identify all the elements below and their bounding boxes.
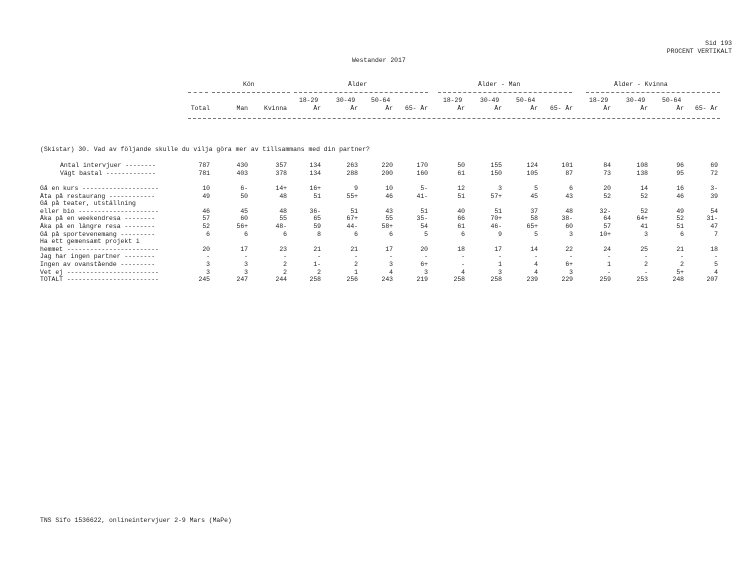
table-cell: 44- xyxy=(346,223,358,230)
rule-alder-man xyxy=(438,92,572,93)
column-header-line1: 30-49 xyxy=(336,97,356,104)
table-cell: 229 xyxy=(561,276,573,284)
table-cell: - xyxy=(461,253,465,261)
row-label: eller bio --------------------- xyxy=(40,207,159,215)
table-cell: 58 xyxy=(530,215,538,223)
table-cell: 51 xyxy=(313,192,321,200)
table-cell: 48 xyxy=(279,192,287,200)
table-cell: 54 xyxy=(420,223,428,230)
question-text: (Skistar) 30. Vad av följande skulle du vilja göra mer av tillsammans med din partner? xyxy=(40,146,370,153)
table-cell: - xyxy=(680,253,684,261)
table-cell: 6 xyxy=(244,230,248,238)
row-label: Äta på restaurang ------------ xyxy=(40,192,156,200)
table-cell: - xyxy=(569,253,573,261)
table-cell: 43 xyxy=(565,192,573,200)
row-label: Gå på teater, utställning xyxy=(40,200,136,208)
table-cell: 84 xyxy=(603,162,611,169)
table-cell: 48 xyxy=(279,207,287,215)
table-cell: 6 xyxy=(389,230,393,238)
table-cell: 787 xyxy=(198,162,210,169)
table-cell: 3 xyxy=(498,185,502,192)
table-cell: 4 xyxy=(461,268,465,276)
table-cell: 160 xyxy=(416,170,428,177)
table-cell: - xyxy=(206,253,210,261)
table-cell: 256 xyxy=(346,276,358,284)
table-cell: 20 xyxy=(420,245,428,253)
table-cell: 219 xyxy=(416,276,428,284)
table-cell: 55 xyxy=(279,215,287,223)
table-cell: 403 xyxy=(236,170,248,177)
table-cell: 430 xyxy=(236,162,248,169)
table-cell: 5 xyxy=(424,230,428,238)
table-cell: 6 xyxy=(283,230,287,238)
table-cell: 1 xyxy=(498,261,502,268)
table-cell: 6+ xyxy=(420,261,428,268)
table-cell: 3 xyxy=(498,268,502,276)
table-cell: - xyxy=(389,253,393,261)
table-cell: 87 xyxy=(565,170,573,177)
column-header-line2: År xyxy=(494,105,502,112)
table-cell: 10 xyxy=(385,185,393,192)
table-cell: 72 xyxy=(710,170,718,177)
table-cell: 150 xyxy=(490,170,502,177)
table-cell: 5- xyxy=(420,185,428,192)
group-alder-kvinna: Ålder - Kvinna xyxy=(614,81,668,88)
table-cell: 1- xyxy=(313,261,321,268)
table-cell: 43 xyxy=(385,207,393,215)
table-cell: 263 xyxy=(346,162,358,169)
table-cell: 134 xyxy=(309,170,321,177)
table-cell: 258 xyxy=(490,276,502,284)
table-cell: 17 xyxy=(494,245,502,253)
table-cell: 6+ xyxy=(565,261,573,268)
table-cell: 14 xyxy=(530,245,538,253)
column-header-line2: Man xyxy=(236,105,248,112)
table-cell: 2 xyxy=(317,268,321,276)
table-cell: 2 xyxy=(680,261,684,268)
table-cell: 49 xyxy=(676,207,684,215)
table-cell: 258 xyxy=(309,276,321,284)
table-cell: 288 xyxy=(346,170,358,177)
table-cell: 32- xyxy=(599,207,611,215)
table-cell: - xyxy=(283,253,287,261)
row-label: Åka på en weekendresa -------- xyxy=(40,215,156,223)
table-cell: 37 xyxy=(530,207,538,215)
column-header-line1: 30-49 xyxy=(626,97,646,104)
table-cell: 14+ xyxy=(275,185,287,192)
table-cell: 239 xyxy=(526,276,538,284)
table-cell: 6- xyxy=(240,185,248,192)
table-cell: 243 xyxy=(381,276,393,284)
table-cell: - xyxy=(461,261,465,268)
column-header-line2: 65- År xyxy=(549,105,573,112)
table-cell: 65 xyxy=(313,215,321,223)
table-cell: 124 xyxy=(526,162,538,169)
table-cell: 17 xyxy=(385,245,393,253)
table-cell: 52 xyxy=(640,207,648,215)
table-cell: 52 xyxy=(603,192,611,200)
row-label: Jag har ingen partner -------- xyxy=(40,253,156,261)
column-header-line1: 18-29 xyxy=(443,97,463,104)
table-cell: 5 xyxy=(714,261,718,268)
column-header-line1: 18-29 xyxy=(589,97,609,104)
table-cell: 41 xyxy=(640,223,648,230)
table-cell: 38- xyxy=(561,215,573,223)
table-cell: 60 xyxy=(565,223,573,230)
table-cell: 39 xyxy=(710,192,718,200)
table-cell: - xyxy=(354,253,358,261)
table-cell: 41- xyxy=(416,192,428,200)
rule-total xyxy=(188,92,208,93)
table-cell: 6 xyxy=(354,230,358,238)
table-cell: 155 xyxy=(490,162,502,169)
table-cell: 8 xyxy=(317,230,321,238)
row-label: Gå en kurs -------------------- xyxy=(40,185,159,192)
table-cell: 5+ xyxy=(676,268,684,276)
table-cell: - xyxy=(534,253,538,261)
table-cell: 245 xyxy=(198,276,210,284)
footer-source: TNS Sifo 1536622, onlineintervjuer 2-9 Mars (MaPe) xyxy=(40,517,232,524)
table-cell: 17 xyxy=(240,245,248,253)
table-cell: 357 xyxy=(275,162,287,169)
table-cell: 7 xyxy=(714,230,718,238)
column-header-line2: År xyxy=(350,105,358,112)
table-cell: 58+ xyxy=(381,223,393,230)
column-header-line2: Kvinna xyxy=(263,105,287,112)
table-cell: 52 xyxy=(640,192,648,200)
table-cell: 48- xyxy=(275,223,287,230)
table-cell: 35- xyxy=(416,215,428,223)
table-cell: - xyxy=(607,253,611,261)
table-cell: 3 xyxy=(389,261,393,268)
table-cell: 21 xyxy=(350,245,358,253)
table-cell: 20 xyxy=(603,185,611,192)
row-label: Antal intervjuer -------- xyxy=(60,162,156,169)
table-cell: 3 xyxy=(206,268,210,276)
row-label: hemmet ------------------------ xyxy=(40,245,159,253)
table-cell: 50 xyxy=(457,162,465,169)
table-cell: 61 xyxy=(457,223,465,230)
row-label: TOTALT ------------------------ xyxy=(40,276,159,284)
table-cell: 57 xyxy=(202,215,210,223)
row-label: Gå på sportevenemang --------- xyxy=(40,230,156,238)
table-cell: - xyxy=(644,268,648,276)
table-cell: 21 xyxy=(313,245,321,253)
page-number: Sid 193 xyxy=(705,40,732,47)
table-cell: - xyxy=(498,253,502,261)
table-cell: 67+ xyxy=(346,215,358,223)
table-cell: 51 xyxy=(676,223,684,230)
table-cell: 14 xyxy=(640,185,648,192)
table-cell: - xyxy=(424,253,428,261)
column-header-line2: År xyxy=(640,105,648,112)
table-cell: 4 xyxy=(714,268,718,276)
table-cell: 51 xyxy=(350,207,358,215)
table-cell: 65+ xyxy=(526,223,538,230)
table-cell: 258 xyxy=(453,276,465,284)
table-cell: 101 xyxy=(561,162,573,169)
table-cell: 3 xyxy=(244,261,248,268)
row-label: Ha ett gemensamt projekt i xyxy=(40,238,140,246)
table-cell: 2 xyxy=(644,261,648,268)
column-header-line2: År xyxy=(457,105,465,112)
table-cell: 6 xyxy=(569,185,573,192)
table-cell: 50 xyxy=(240,192,248,200)
table-cell: 40 xyxy=(457,207,465,215)
table-cell: 4 xyxy=(534,268,538,276)
group-kon: Kön xyxy=(243,81,255,88)
table-cell: 200 xyxy=(381,170,393,177)
column-header-line2: 65- År xyxy=(694,105,718,112)
table-cell: 45 xyxy=(240,207,248,215)
table-cell: 64 xyxy=(603,215,611,223)
column-header-line1: 50-64 xyxy=(371,97,391,104)
table-cell: 207 xyxy=(706,276,718,284)
table-cell: - xyxy=(317,253,321,261)
table-cell: 20 xyxy=(202,245,210,253)
row-label: Ingen av ovanstående --------- xyxy=(40,261,156,268)
table-cell: 55+ xyxy=(346,192,358,200)
column-header-line2: 65- År xyxy=(404,105,428,112)
table-cell: 23 xyxy=(279,245,287,253)
header-bottom-rule xyxy=(188,118,720,119)
table-cell: 57+ xyxy=(490,192,502,200)
table-cell: 6 xyxy=(461,230,465,238)
table-cell: 5 xyxy=(534,230,538,238)
table-cell: 36- xyxy=(309,207,321,215)
table-cell: 781 xyxy=(198,170,210,177)
table-cell: 259 xyxy=(599,276,611,284)
table-cell: 16 xyxy=(676,185,684,192)
row-label: Vägt bastal ------------- xyxy=(60,170,156,177)
table-cell: 45 xyxy=(530,192,538,200)
table-cell: 9 xyxy=(354,185,358,192)
table-cell: 170 xyxy=(416,162,428,169)
column-header-line2: Total xyxy=(190,105,210,112)
table-cell: 25 xyxy=(640,245,648,253)
table-cell: 138 xyxy=(636,170,648,177)
table-cell: 3 xyxy=(644,230,648,238)
table-cell: 3- xyxy=(710,185,718,192)
table-cell: 105 xyxy=(526,170,538,177)
table-cell: 60 xyxy=(240,215,248,223)
column-header-line2: År xyxy=(530,105,538,112)
table-cell: 3 xyxy=(424,268,428,276)
table-cell: 69 xyxy=(710,162,718,169)
table-cell: 46- xyxy=(490,223,502,230)
table-cell: 51 xyxy=(457,192,465,200)
table-cell: 70+ xyxy=(490,215,502,223)
table-cell: 66 xyxy=(457,215,465,223)
row-label: Åka på en längre resa -------- xyxy=(40,223,156,230)
column-header-line2: År xyxy=(385,105,393,112)
table-cell: 2 xyxy=(283,261,287,268)
group-alder-man: Ålder - Man xyxy=(478,81,521,88)
table-cell: 18 xyxy=(457,245,465,253)
table-cell: 55 xyxy=(385,215,393,223)
table-cell: 1 xyxy=(607,261,611,268)
column-header-line1: 18-29 xyxy=(299,97,319,104)
table-cell: 24 xyxy=(603,245,611,253)
rule-kon xyxy=(212,92,290,93)
column-header-line1: 30-49 xyxy=(480,97,500,104)
table-cell: 46 xyxy=(385,192,393,200)
table-cell: 49 xyxy=(202,192,210,200)
table-cell: 3 xyxy=(244,268,248,276)
table-cell: 253 xyxy=(636,276,648,284)
table-cell: 2 xyxy=(283,268,287,276)
table-cell: 6 xyxy=(680,230,684,238)
table-cell: 52 xyxy=(202,223,210,230)
table-cell: 2 xyxy=(354,261,358,268)
table-cell: 248 xyxy=(672,276,684,284)
table-cell: 18 xyxy=(710,245,718,253)
table-cell: 64+ xyxy=(636,215,648,223)
table-cell: 57 xyxy=(603,223,611,230)
table-cell: - xyxy=(644,253,648,261)
table-cell: 1 xyxy=(354,268,358,276)
table-cell: 4 xyxy=(534,261,538,268)
table-cell: 3 xyxy=(569,230,573,238)
table-cell: 59 xyxy=(313,223,321,230)
table-cell: 31- xyxy=(706,215,718,223)
table-cell: 46 xyxy=(202,207,210,215)
table-cell: 108 xyxy=(636,162,648,169)
table-cell: 12 xyxy=(457,185,465,192)
table-cell: 95 xyxy=(676,170,684,177)
group-alder: Ålder xyxy=(348,81,368,88)
table-cell: 244 xyxy=(275,276,287,284)
table-cell: - xyxy=(714,253,718,261)
column-header-line1: 50-64 xyxy=(662,97,682,104)
table-cell: 378 xyxy=(275,170,287,177)
table-cell: - xyxy=(244,253,248,261)
table-cell: 61 xyxy=(457,170,465,177)
column-header-line2: År xyxy=(313,105,321,112)
rule-alder-kvinna xyxy=(586,92,720,93)
table-cell: 51 xyxy=(494,207,502,215)
report-mode: PROCENT VERTIKALT xyxy=(666,48,732,55)
table-cell: 220 xyxy=(381,162,393,169)
table-cell: 247 xyxy=(236,276,248,284)
table-cell: 47 xyxy=(710,223,718,230)
column-header-line2: År xyxy=(676,105,684,112)
column-header-line2: År xyxy=(603,105,611,112)
table-cell: 16+ xyxy=(309,185,321,192)
column-header-line1: 50-64 xyxy=(516,97,536,104)
table-cell: 46 xyxy=(676,192,684,200)
table-cell: 5 xyxy=(534,185,538,192)
table-cell: 51 xyxy=(420,207,428,215)
study-title: Westander 2017 xyxy=(352,57,406,64)
table-cell: 54 xyxy=(710,207,718,215)
table-cell: 21 xyxy=(676,245,684,253)
table-cell: 9 xyxy=(498,230,502,238)
row-label: Vet ej ------------------------ xyxy=(40,268,159,276)
table-cell: 6 xyxy=(206,230,210,238)
table-cell: 22 xyxy=(565,245,573,253)
table-cell: 52 xyxy=(676,215,684,223)
table-cell: 48 xyxy=(565,207,573,215)
table-cell: 10+ xyxy=(599,230,611,238)
table-cell: 134 xyxy=(309,162,321,169)
rule-alder xyxy=(294,92,428,93)
table-cell: 3 xyxy=(569,268,573,276)
table-cell: 10 xyxy=(202,185,210,192)
table-cell: 4 xyxy=(389,268,393,276)
table-cell: 73 xyxy=(603,170,611,177)
table-cell: 3 xyxy=(206,261,210,268)
table-cell: 96 xyxy=(676,162,684,169)
table-cell: 56+ xyxy=(236,223,248,230)
table-cell: - xyxy=(607,268,611,276)
